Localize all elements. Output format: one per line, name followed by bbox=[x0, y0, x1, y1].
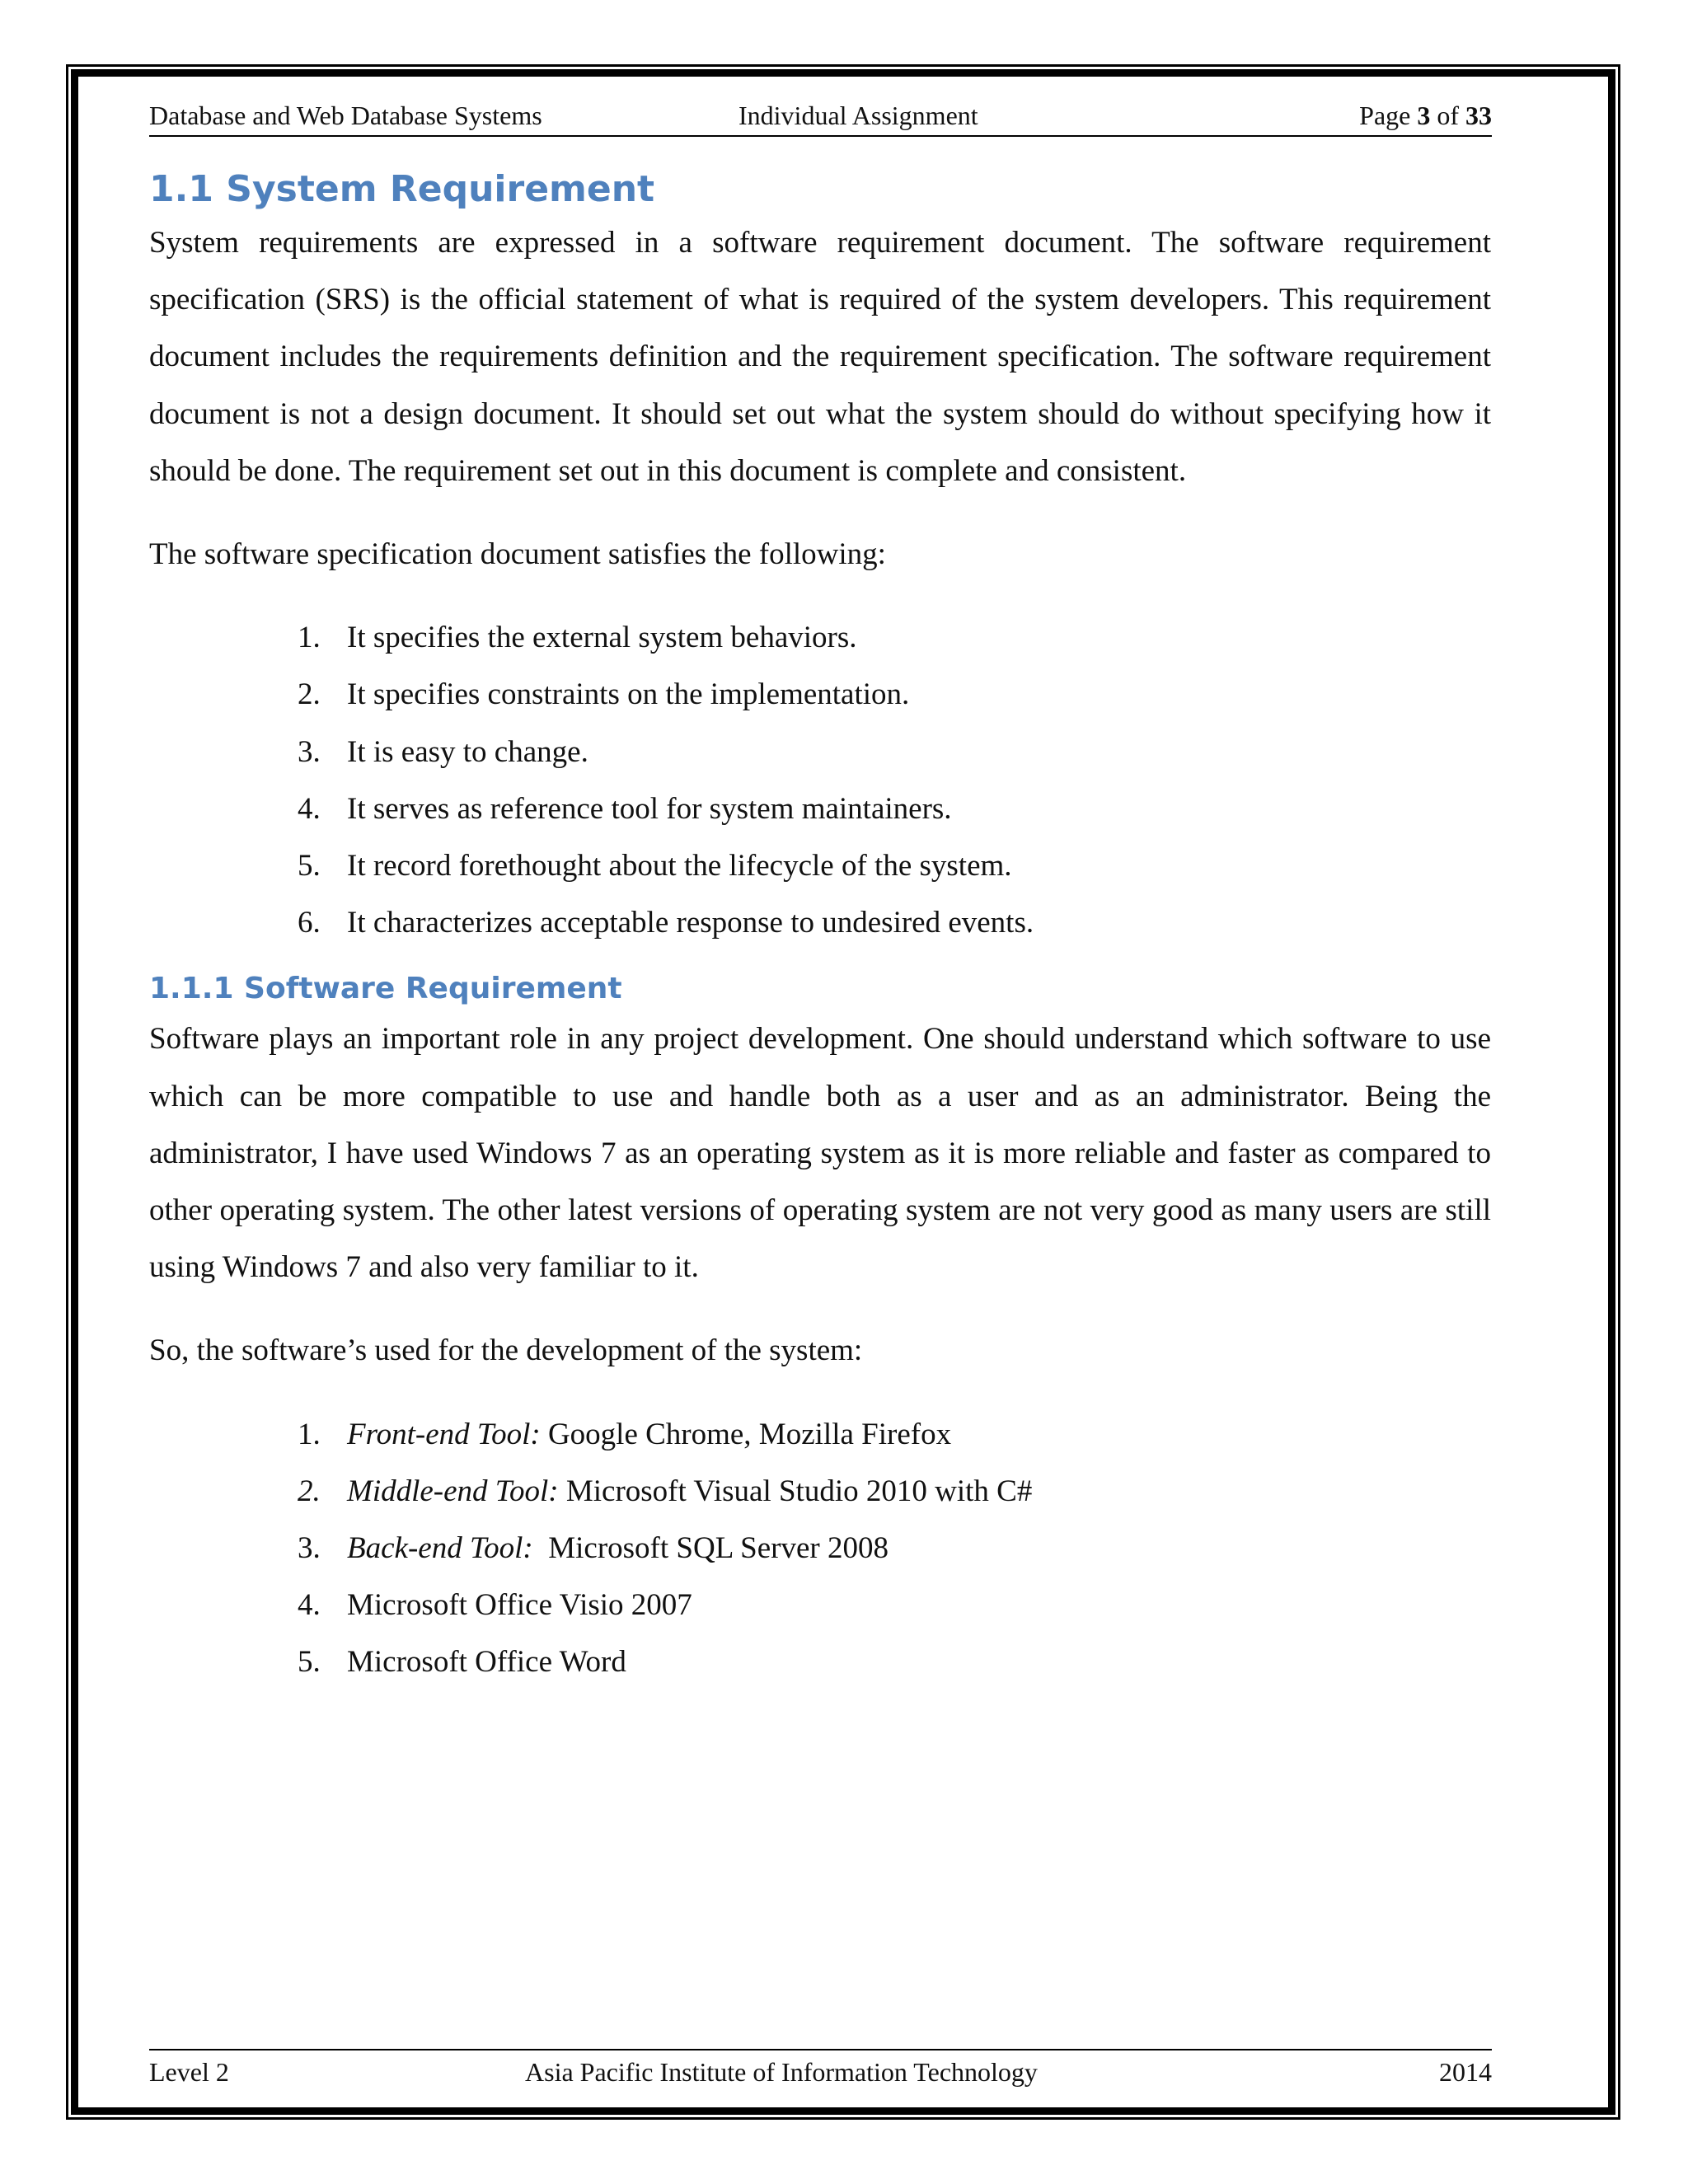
list-item-number: 3. bbox=[298, 734, 321, 769]
footer-year: 2014 bbox=[1439, 2057, 1492, 2087]
tool-value: Microsoft SQL Server 2008 bbox=[532, 1530, 889, 1565]
header-page-prefix: Page bbox=[1359, 101, 1418, 130]
list-item-text: It characterizes acceptable response to undesired events. bbox=[347, 906, 1034, 940]
list-item-number: 5. bbox=[298, 1645, 321, 1680]
list-item-number: 6. bbox=[298, 906, 321, 940]
list-item-text bbox=[347, 1633, 626, 1690]
list-item-text: It is easy to change. bbox=[347, 734, 588, 769]
list-item bbox=[149, 837, 1491, 894]
page-header bbox=[149, 97, 1492, 137]
list-item-number: 4. bbox=[298, 791, 321, 826]
subsection-list-intro: So, the software’s used for the development of the system: bbox=[149, 1333, 863, 1368]
list-item-number: 2. bbox=[298, 677, 321, 712]
tool-value: Microsoft Office Word bbox=[347, 1645, 626, 1680]
list-item bbox=[149, 894, 1491, 951]
page-content bbox=[149, 165, 1491, 1691]
header-assignment-type: Individual Assignment bbox=[738, 101, 978, 130]
list-item bbox=[149, 780, 1491, 837]
header-page-current: 3 bbox=[1417, 101, 1431, 130]
list-item bbox=[149, 1633, 1491, 1690]
list-item-text: It serves as reference tool for system maintainers. bbox=[347, 791, 952, 826]
list-item-text bbox=[347, 1577, 692, 1633]
list-item-text bbox=[347, 1406, 951, 1463]
list-item bbox=[149, 666, 1491, 723]
list-item bbox=[149, 609, 1491, 666]
list-item-text bbox=[347, 1463, 1032, 1520]
paragraph-spacer bbox=[149, 583, 1491, 609]
requirements-list bbox=[149, 609, 1491, 951]
section-heading: 1.1 System Requirement bbox=[149, 168, 655, 210]
list-item-number: 2. bbox=[298, 1474, 321, 1508]
subsection-paragraph: Software plays an important role in any project development. One should understand which software to use which can be more compatible to use and handle both as a user and as an administrator. Being the administrator, I have used Windows 7 as an operating system as it is more reliable and faster as compared to other operating system. The other latest versions of operating system are not very good as many users are still using Windows 7 and also very familiar to it. bbox=[149, 1022, 1491, 1285]
list-item bbox=[149, 1463, 1491, 1520]
subsection-heading: 1.1.1 Software Requirement bbox=[149, 972, 622, 1006]
list-item-number: 4. bbox=[298, 1588, 321, 1623]
paragraph-spacer bbox=[149, 1296, 1491, 1322]
header-page-total: 33 bbox=[1465, 101, 1492, 130]
list-item-number: 1. bbox=[298, 621, 321, 655]
tool-label: Front-end Tool: bbox=[347, 1417, 541, 1451]
tool-label: Back-end Tool: bbox=[347, 1530, 533, 1565]
paragraph-spacer bbox=[149, 1380, 1491, 1406]
header-course-title: Database and Web Database Systems bbox=[149, 101, 542, 130]
list-item bbox=[149, 1406, 1491, 1463]
page-footer bbox=[149, 2049, 1492, 2088]
header-page-of: of bbox=[1430, 101, 1465, 130]
list-item bbox=[149, 1520, 1491, 1577]
list-item bbox=[149, 724, 1491, 780]
list-item-text: It record forethought about the lifecycle of the system. bbox=[347, 848, 1012, 883]
tool-value: Google Chrome, Mozilla Firefox bbox=[540, 1417, 952, 1451]
footer-level: Level 2 bbox=[149, 2057, 229, 2087]
section-paragraph: System requirements are expressed in a software requirement document. The software requirement specification (SRS) is the official statement of what is required of the system developers. This requirement document includes the requirements definition and the requirement specification. The software requirement document is not a design document. It should set out what the system should do without specifying how it should be done. The requirement set out in this document is complete and consistent. bbox=[149, 226, 1491, 488]
list-item-number: 1. bbox=[298, 1417, 321, 1451]
footer-institute: Asia Pacific Institute of Information Technology bbox=[525, 2057, 1038, 2087]
header-page-number bbox=[1359, 101, 1492, 131]
section-spacer bbox=[149, 951, 1491, 968]
list-item-text: It specifies constraints on the implementation. bbox=[347, 677, 910, 712]
list-item-text bbox=[347, 1520, 889, 1577]
list-item-number: 3. bbox=[298, 1530, 321, 1565]
section-list-intro: The software specification document satisfies the following: bbox=[149, 537, 886, 572]
paragraph-spacer bbox=[149, 499, 1491, 526]
list-item-number: 5. bbox=[298, 848, 321, 883]
list-item-text: It specifies the external system behaviors. bbox=[347, 621, 857, 655]
list-item bbox=[149, 1577, 1491, 1633]
tool-value: Microsoft Office Visio 2007 bbox=[347, 1588, 692, 1623]
tool-label: Middle-end Tool: bbox=[347, 1474, 559, 1508]
software-list bbox=[149, 1406, 1491, 1691]
tool-value: Microsoft Visual Studio 2010 with C# bbox=[558, 1474, 1033, 1508]
